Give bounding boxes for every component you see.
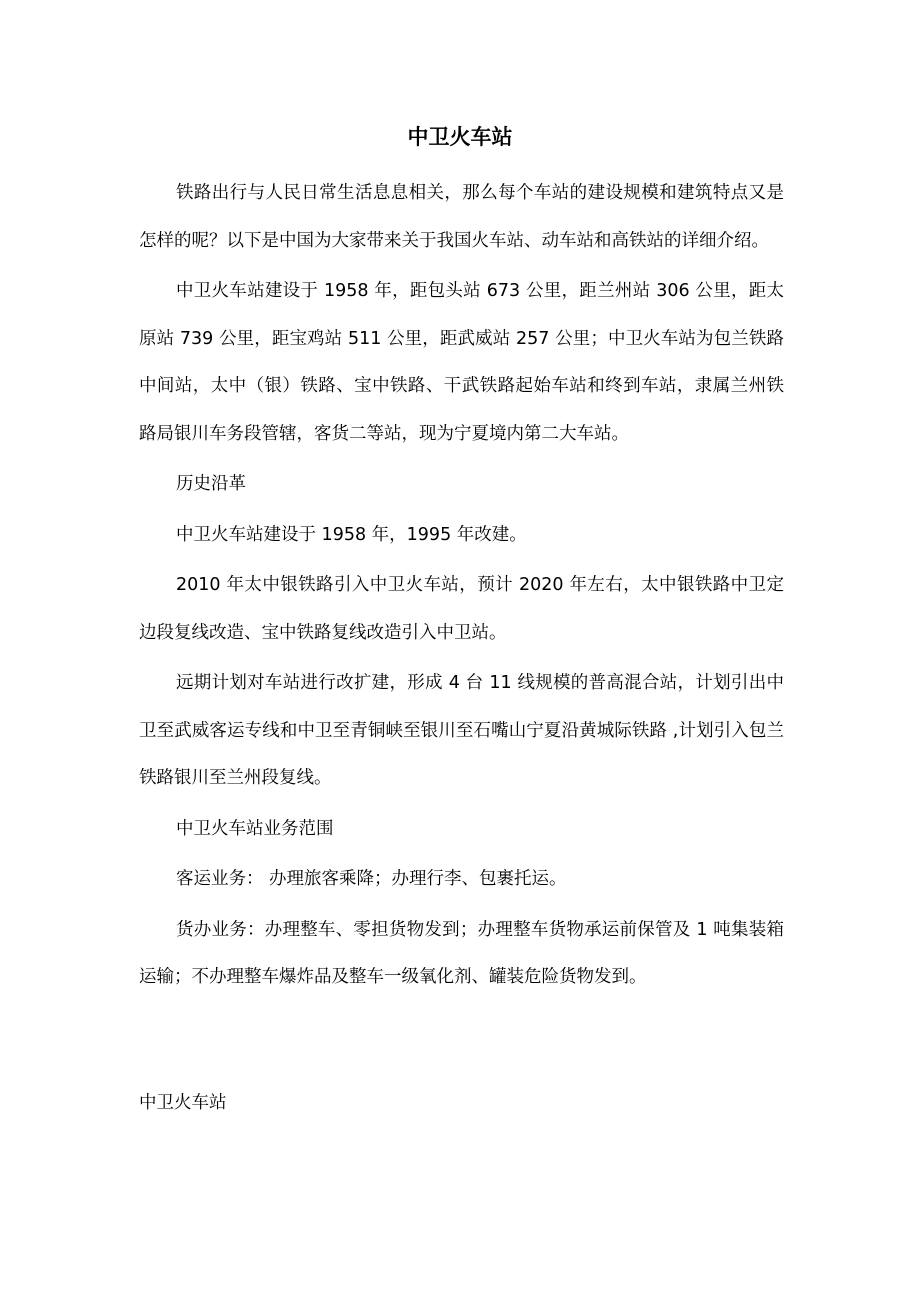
business-scope-heading: 中卫火车站业务范围 — [176, 818, 334, 839]
station-overview-paragraph: 中卫火车站建设于 1958 年，距包头站 673 公里，距兰州站 306 公里，距太原站 739 公里，距宝鸡站 511 公里，距武威站 257 公里；中卫火车站为包兰铁路中间站，太中（银）铁路、宝中铁路、干武铁路起始车站和终到车站，隶属兰州铁路局银川车务段管辖，客货二等站，现为宁夏境内第二大车站。 — [139, 281, 784, 444]
footer-text: 中卫火车站 — [139, 1093, 227, 1113]
passenger-business-paragraph: 客运业务： 办理旅客乘降；办理行李、包裹托运。 — [176, 869, 567, 889]
history-2010-paragraph: 2010 年太中银铁路引入中卫火车站，预计 2020 年左右，太中银铁路中卫定边段复线改造、宝中铁路复线改造引入中卫站。 — [139, 575, 784, 643]
future-plan-paragraph: 远期计划对车站进行改扩建，形成 4 台 11 线规模的普高混合站，计划引出中卫至武威客运专线和中卫至青铜峡至银川至石嘴山宁夏沿黄城际铁路 ,计划引入包兰铁路银川至兰州段复线。 — [139, 673, 784, 788]
document-title: 中卫火车站 — [407, 125, 513, 149]
history-build-paragraph: 中卫火车站建设于 1958 年，1995 年改建。 — [176, 524, 527, 545]
history-heading: 历史沿革 — [176, 474, 246, 494]
freight-business-paragraph: 货办业务：办理整车、零担货物发到；办理整车货物承运前保管及 1 吨集装箱运输；不办理整车爆炸品及整车一级氧化剂、罐装危险货物发到。 — [139, 919, 784, 987]
document-body — [139, 170, 784, 1005]
intro-paragraph: 铁路出行与人民日常生活息息相关，那么每个车站的建设规模和建筑特点又是怎样的呢？以下是中国为大家带来关于我国火车站、动车站和高铁站的详细介绍。 — [139, 183, 784, 251]
